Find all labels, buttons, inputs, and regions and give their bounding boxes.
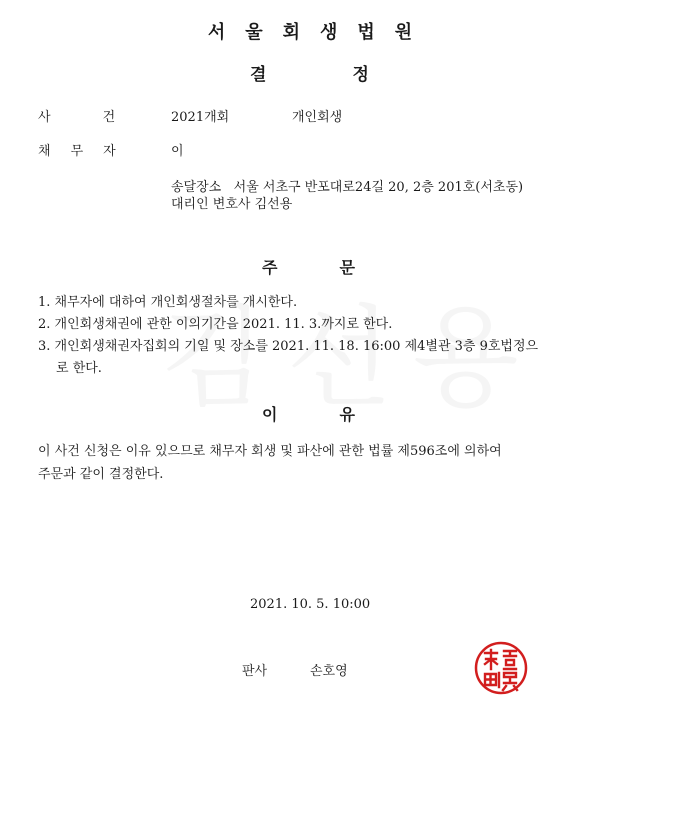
order-item: [38, 314, 392, 336]
case-number: 2021개회: [171, 110, 230, 125]
document-title-char: 정: [352, 65, 369, 85]
document-title: [250, 60, 369, 85]
order-item-number: 1.: [38, 295, 51, 310]
order-item-number: 3.: [38, 339, 51, 354]
court-name-char: 법: [357, 22, 375, 43]
delivery-label: 송달장소: [171, 180, 222, 195]
debtor-label-char: 무: [70, 144, 84, 159]
case-label-char: 건: [102, 110, 116, 125]
reason-heading-char: 이: [262, 405, 278, 424]
judge-label: 판사: [242, 664, 268, 679]
court-name-char: 원: [394, 22, 413, 43]
order-heading: [262, 255, 355, 278]
order-item-text: 개인회생채권자집회의 기일 및 장소를 2021. 11. 18. 16:00 제4별관 3층 9호법정으: [54, 339, 539, 354]
order-item-continuation: 로 한다.: [56, 361, 102, 376]
judge-seal-stamp: [473, 640, 529, 696]
case-type: 개인회생: [292, 110, 343, 125]
court-name-char: 울: [245, 22, 263, 43]
order-heading-char: 주: [262, 258, 278, 277]
judge-name: 손호영: [310, 664, 348, 679]
reason-heading: [262, 402, 355, 425]
order-heading-char: 문: [339, 258, 355, 277]
reason-heading-char: 유: [339, 405, 355, 424]
document-title-char: 결: [250, 65, 267, 85]
delivery-address: 서울 서초구 반포대로24길 20, 2층 201호(서초동): [233, 180, 524, 195]
debtor-label-char: 자: [103, 144, 116, 159]
reason-text-line: 주문과 같이 결정한다.: [38, 467, 164, 482]
court-name-char: 생: [320, 22, 338, 43]
order-item-text: 개인회생채권에 관한 이의기간을 2021. 11. 3.까지로 한다.: [54, 317, 393, 332]
decision-datetime: 2021. 10. 5. 10:00: [250, 597, 371, 612]
order-item-text: 채무자에 대하여 개인회생절차를 개시한다.: [54, 295, 298, 310]
debtor-label-char: 채: [38, 144, 51, 159]
court-name-char: 회: [282, 22, 300, 43]
order-item: [38, 292, 297, 314]
court-name: [0, 18, 620, 44]
debtor-name: 이: [171, 144, 184, 159]
reason-text-line: 이 사건 신청은 이유 있으므로 채무자 회생 및 파산에 관한 법률 제596조에 의하여: [38, 444, 502, 459]
court-name-char: 서: [207, 22, 226, 43]
debtor-label: [38, 140, 116, 159]
order-item: [38, 336, 538, 358]
order-item-number: 2.: [38, 317, 51, 332]
agent-line: 대리인 변호사 김선용: [171, 197, 293, 212]
case-label: [38, 106, 115, 125]
case-label-char: 사: [38, 110, 51, 125]
